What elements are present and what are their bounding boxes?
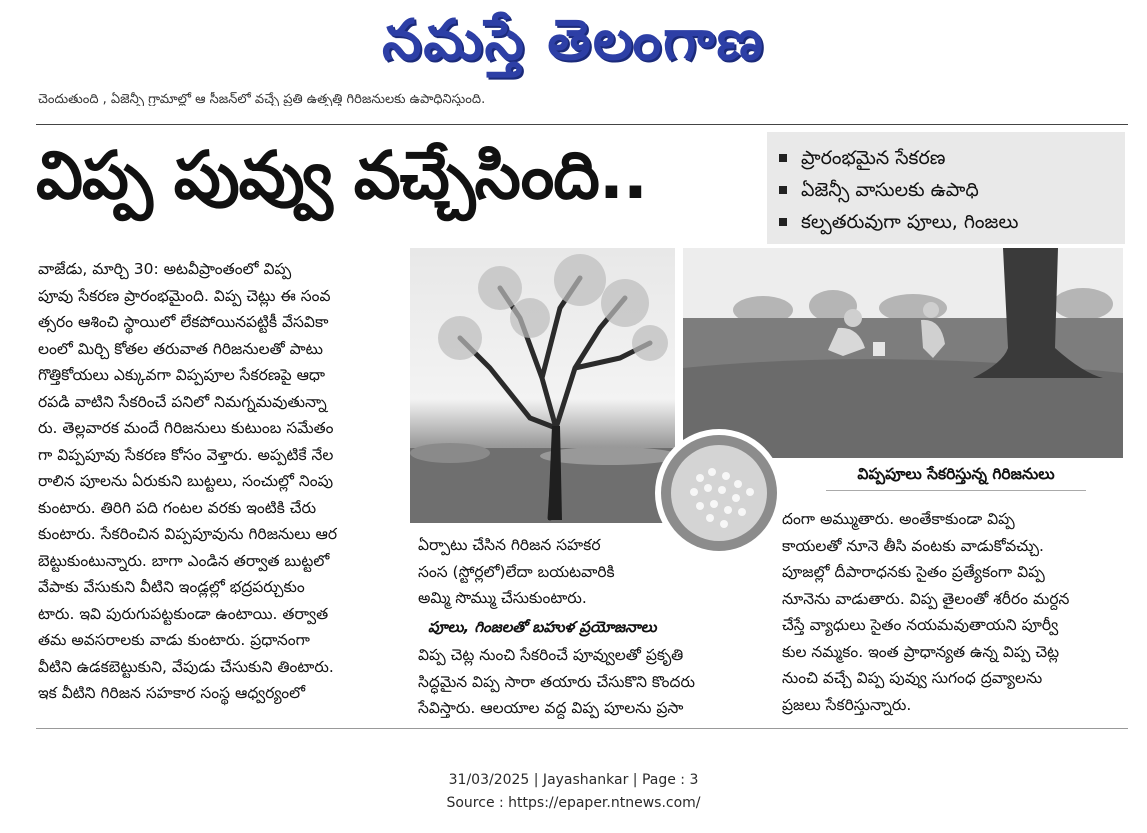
- article-line: సిద్ధమైన విప్ప సారా తయారు చేసుకొని కొందరు: [418, 672, 696, 691]
- article-line: బెట్టుకుంటున్నారు. బాగా ఎండిన తర్వాత బుట్టలో: [38, 551, 330, 570]
- article-line: నూనెను వాడుతారు. విప్ప తైలంతో శరీరం మర్దన: [782, 589, 1070, 608]
- article-line: దంగా అమ్ముతారు. అంతేకాకుండా విప్ప: [782, 510, 1015, 528]
- article-line: అమ్మి సొమ్ము చేసుకుంటారు.: [418, 589, 587, 607]
- article-line: విప్ప చెట్ల నుంచి సేకరించే పూవ్వులతో ప్రకృతి: [418, 646, 684, 664]
- article-line: చేస్తే వ్యాధులు సైతం నయమవుతాయని పూర్వీ: [782, 616, 1059, 634]
- article-line: త్సరం ఆశించి స్థాయిలో లేకపోయినపట్టికీ వేసవికా: [38, 313, 329, 331]
- tree-illustration: [410, 248, 675, 523]
- bottom-rule: [36, 728, 1128, 729]
- highlight-item: [779, 142, 1113, 174]
- bullet-square-icon: [779, 218, 787, 226]
- bullet-square-icon: [779, 154, 787, 162]
- mahua-tree-photo: [410, 248, 675, 523]
- footer-dateline: 31/03/2025 | Jayashankar | Page : 3: [448, 772, 699, 788]
- article-column-2-bottom: [418, 642, 758, 722]
- article-column-1: [38, 256, 390, 707]
- article-line: కుంటారు. సేకరించిన విప్పపూవును గిరిజనులు ఆర: [38, 525, 338, 543]
- highlight-item: [779, 206, 1113, 238]
- article-line: కాయలతో నూనె తీసి వంటకు వాడుకోవచ్చు.: [782, 536, 1044, 555]
- article-line: వీటిని ఉడకబెట్టుకుని, వేపుడు చేసుకుని తింటారు.: [38, 657, 334, 676]
- article-line: రు. తెల్లవారక మందే గిరిజనులు కుటుంబ సమేతం: [38, 419, 334, 437]
- article-line: సంస (స్టోర్లలో)లేదా బయటవారికి: [418, 562, 615, 581]
- article-line: వేపాకు వేసుకుని వీటిని ఇండ్లల్లో భద్రపర్చుకుం: [38, 578, 305, 596]
- article-line: నుంచి వచ్చే విప్ప పువ్వు సుగంధ ద్రవ్యాలను: [782, 669, 1043, 687]
- photo-caption: విప్పపూలు సేకరిస్తున్న గిరిజనులు: [826, 462, 1086, 491]
- field-illustration: [683, 248, 1123, 458]
- article-line: కుంటారు. తిరిగి పది గంటల వరకు ఇంటికి చేరు: [38, 498, 317, 517]
- article-column-3: [782, 506, 1127, 718]
- top-rule: [36, 124, 1128, 125]
- article-line: రాలిన పూలను ఏరుకుని బుట్టలు, సంచుల్లో నింపు: [38, 472, 334, 490]
- highlight-text: ఏజెన్సీ వాసులకు ఉపాధి: [801, 179, 979, 201]
- article-line: పూవు సేకరణ ప్రారంభమైంది. విప్ప చెట్లు ఈ సంవ: [38, 286, 331, 305]
- masthead-logo: నమస్తే తెలంగాణ: [382, 8, 765, 73]
- article-line: రపడి వాటిని సేకరించే పనిలో నిమగ్నమవుతున్నా: [38, 392, 327, 411]
- previous-article-cutline: చెందుతుంది , ఏజెన్సీ గ్రామాల్లో ఆ సీజన్‌లో వచ్చే ప్రతి ఉత్పత్తి గిరిజనులకు ఉపాధినిస్తుంది.: [38, 92, 486, 106]
- article-line: కుల నమ్మకం. ఇంత ప్రాధాన్యత ఉన్న విప్ప చెట్ల: [782, 642, 1060, 661]
- footer-source: Source : https://epaper.ntnews.com/: [446, 795, 701, 811]
- highlight-text: ప్రారంభమైన సేకరణ: [801, 147, 946, 169]
- article-line: లంలో మిర్చి కోతల తరువాత గిరిజనులతో పాటు: [38, 339, 323, 358]
- article-column-2-top: [418, 532, 758, 612]
- article-line: తమ అవసరాలకు వాడు కుంటారు. ప్రధానంగా: [38, 631, 310, 649]
- article-subheading: పూలు, గింజలతో బహుళ ప్రయోజనాలు: [428, 618, 657, 636]
- article-line: ఇక వీటిని గిరిజన సహకార సంస్థ ఆధ్వర్యంలో: [38, 684, 306, 702]
- article-line: ప్రజలు సేకరిస్తున్నారు.: [782, 695, 912, 714]
- article-line: గొత్తికోయలు ఎక్కువగా విప్పపూల సేకరణపై ఆధా: [38, 366, 326, 384]
- highlight-item: [779, 174, 1113, 206]
- highlights-box: [767, 132, 1125, 244]
- article-line: పూజల్లో దీపారాధనకు సైతం ప్రత్యేకంగా విప్ప: [782, 563, 1045, 581]
- article-line: వాజేడు, మార్చి 30: అటవీప్రాంతంలో విప్ప: [38, 260, 292, 278]
- bullet-square-icon: [779, 186, 787, 194]
- highlight-text: కల్పతరువుగా పూలు, గింజలు: [801, 211, 1019, 233]
- article-line: టారు. ఇవి పురుగుపట్టకుండా ఉంటాయి. తర్వాత: [38, 604, 329, 623]
- article-line: సేవిస్తారు. ఆలయాల వద్ద విప్ప పూలను ప్రసా: [418, 699, 684, 717]
- article-line: గా విప్పపూవు సేకరణ కోసం వెళ్తారు. అప్పటికే నేల: [38, 445, 334, 464]
- article-line: ఏర్పాటు చేసిన గిరిజన సహకర: [418, 536, 601, 554]
- tribal-collectors-photo: [683, 248, 1123, 458]
- article-headline: విప్ప పువ్వు వచ్చేసింది..: [36, 137, 647, 214]
